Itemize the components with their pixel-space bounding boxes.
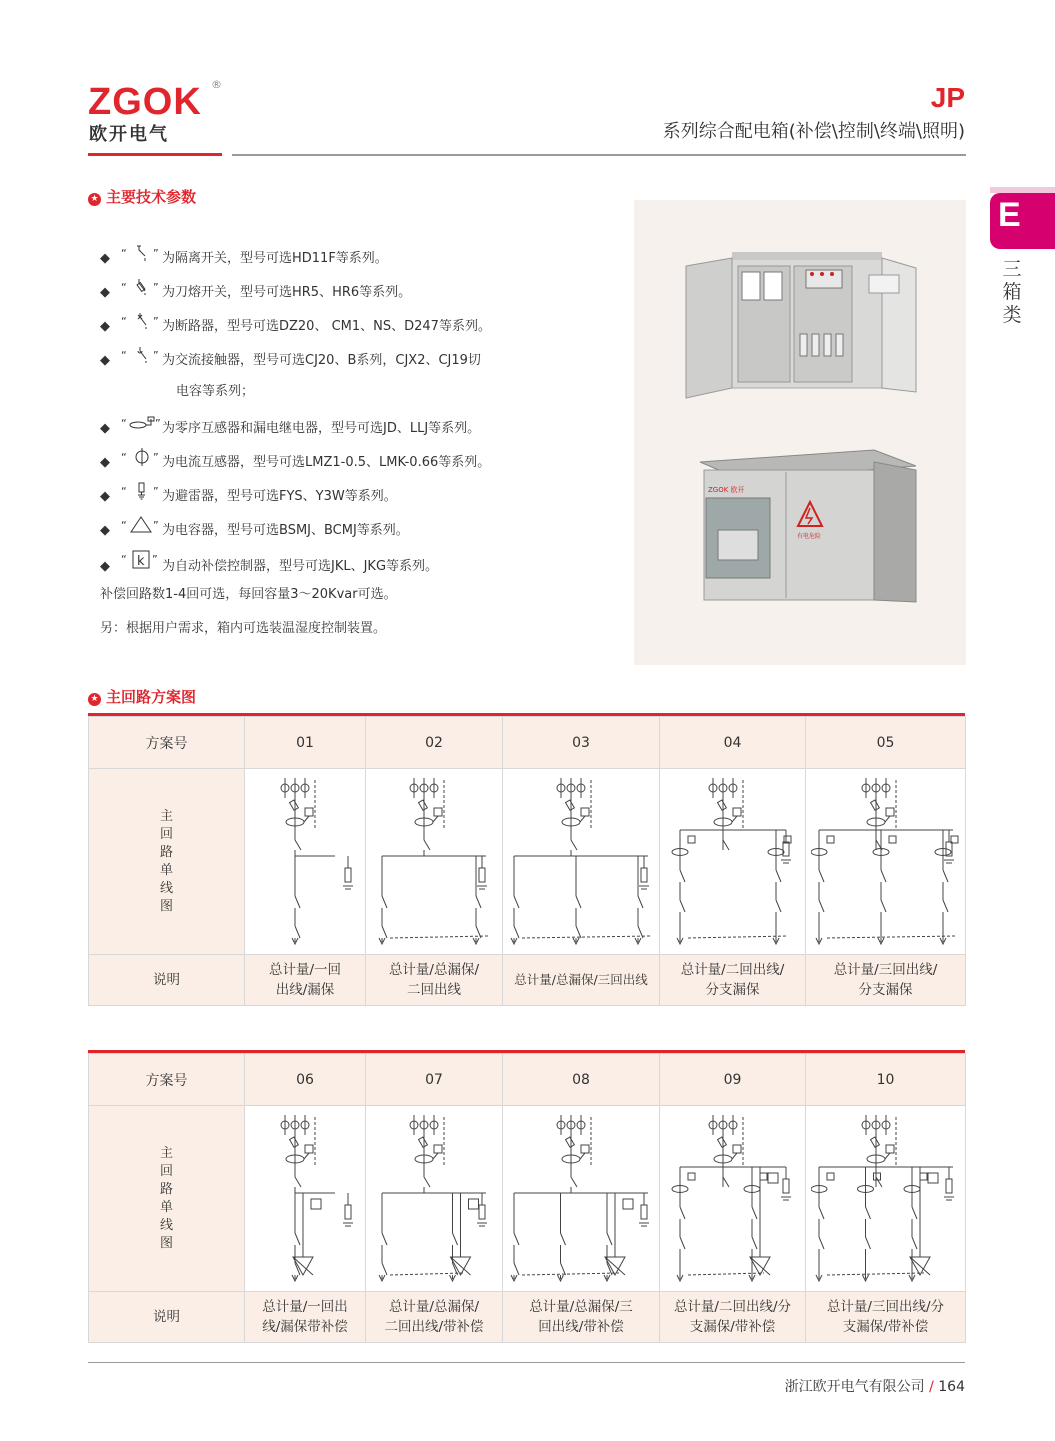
branch-relay (920, 1173, 927, 1180)
product-photos (634, 200, 966, 665)
single-line-diagram (660, 769, 806, 955)
circuit-diagram-02 (374, 770, 494, 950)
series-code: JP (930, 82, 965, 113)
description-label: 说明 (89, 1292, 245, 1343)
scheme-number: 03 (503, 717, 660, 769)
relay-symbol (733, 808, 741, 816)
footer (785, 1376, 965, 1396)
current-transformer-symbol-icon (120, 448, 162, 470)
branch-switch (680, 900, 685, 912)
table-header-row (89, 717, 966, 769)
page-title: 系列综合配电箱(补偿\控制\终端\照明) (662, 121, 965, 142)
arrester-symbol (479, 1205, 485, 1219)
svg-text:“: “ (121, 247, 127, 260)
leakage-line (827, 1273, 924, 1275)
section-heading-tech (88, 186, 196, 207)
fuse-switch-symbol-icon (120, 278, 162, 300)
fuse-symbol (717, 800, 726, 810)
branch-breaker (295, 896, 300, 908)
diagram-label (89, 1106, 245, 1292)
branch-breaker (865, 1207, 870, 1219)
arrester-symbol (479, 868, 485, 882)
header-rule-accent (88, 153, 222, 156)
switch-blade (723, 1177, 729, 1187)
switch-blade (295, 840, 301, 850)
branch-breaker (881, 870, 886, 882)
branch-breaker (382, 1233, 387, 1245)
spec-item (100, 244, 388, 266)
leakage-line (688, 1273, 764, 1275)
description-line: 总计量/二回出线/分 (673, 1299, 792, 1315)
relay-link (304, 1153, 309, 1159)
svg-text:“: “ (121, 553, 127, 566)
spec-text: 为电容器，型号可选BSMJ、BCMJ等系列。 (162, 523, 409, 538)
circuit-diagram-07 (374, 1107, 494, 1287)
leakage-line (522, 936, 650, 938)
description-line: 总计量/一回出 (262, 1299, 348, 1315)
fuse-symbol (290, 1137, 299, 1147)
svg-text:”: ” (155, 417, 161, 430)
scheme-number: 08 (503, 1054, 660, 1106)
description-line: 总计量/二回出线/ (680, 962, 785, 978)
section-heading-text: 主要技术参数 (106, 188, 197, 206)
circuit-diagram-04 (668, 770, 798, 950)
description-cell (660, 1292, 806, 1343)
header-rule (232, 154, 966, 156)
description-cell (245, 1292, 366, 1343)
branch-switch (865, 1237, 870, 1249)
branch-breaker (912, 1207, 917, 1219)
controller-box (623, 1199, 633, 1209)
spec-text: 为电流互感器，型号可选LMZ1-0.5、LMK-0.66等系列。 (162, 455, 491, 470)
bullet-icon: ◆ (100, 489, 110, 504)
fuse-symbol (717, 1137, 726, 1147)
single-line-diagram (503, 1106, 660, 1292)
branch-breaker (776, 870, 781, 882)
relay-link (433, 1153, 438, 1159)
relay-symbol (305, 808, 313, 816)
description-line: 总计量/总漏保/ (388, 1299, 480, 1315)
footer-company: 浙江欧开电气有限公司 (784, 1379, 925, 1395)
contactor-symbol-icon (120, 346, 162, 368)
fuse-symbol (419, 1137, 428, 1147)
fuse-symbol (870, 1137, 879, 1147)
fuse-symbol (419, 800, 428, 810)
fuse-symbol (566, 1137, 575, 1147)
branch-breaker (382, 896, 387, 908)
description-line: 二回出线/带补偿 (384, 1319, 484, 1335)
branch-breaker (561, 1233, 566, 1245)
svg-text:”: ” (153, 315, 159, 328)
section-heading-text: 主回路方案图 (106, 688, 197, 706)
note-options: 另：根据用户需求，箱内可选装温湿度控制装置。 (100, 621, 387, 636)
switch-blade (571, 1177, 577, 1187)
branch-breaker (576, 896, 581, 908)
scheme-label: 方案号 (89, 717, 245, 769)
branch-switch (912, 1237, 917, 1249)
description-line: 线/漏保带补偿 (262, 1319, 348, 1335)
svg-text:”: ” (153, 247, 159, 260)
isolating-switch-symbol-icon (120, 244, 162, 266)
relay-link (732, 1153, 737, 1159)
description-row (89, 955, 966, 1006)
spec-item (100, 516, 409, 538)
leakage-line (688, 936, 788, 938)
branch-switch (561, 1263, 566, 1275)
diagram-row (89, 769, 966, 955)
branch-breaker (295, 1233, 300, 1245)
relay-symbol (434, 808, 442, 816)
branch-breaker (514, 1233, 519, 1245)
switch-blade (723, 840, 729, 850)
danger-sign-text: 有电危险 (797, 533, 822, 540)
description-cell (806, 1292, 966, 1343)
relay-link (885, 816, 890, 822)
circuit-diagram-01 (250, 770, 360, 950)
branch-switch (943, 900, 948, 912)
single-line-diagram (806, 1106, 966, 1292)
registered-mark: ® (211, 78, 222, 91)
spec-text: 为交流接触器，型号可选CJ20、B系列，CJX2、CJ19切 (162, 353, 481, 368)
scheme-number: 01 (245, 717, 366, 769)
scheme-number: 05 (806, 717, 966, 769)
controller-box (311, 1199, 321, 1209)
description-cell (245, 955, 366, 1006)
spec-text: 为断路器，型号可选DZ20、 CM1、NS、D247等系列。 (162, 319, 491, 334)
section-heading-circuit (88, 686, 196, 707)
scheme-number: 07 (366, 1054, 503, 1106)
branch-breaker (943, 870, 948, 882)
bullet-icon: ◆ (100, 559, 110, 574)
controller-k-label: k (137, 554, 145, 569)
fuse-symbol (870, 800, 879, 810)
branch-relay (889, 836, 896, 843)
description-line: 总计量/三回出线/ (833, 962, 938, 978)
svg-text:”: ” (153, 485, 159, 498)
bullet-icon: ◆ (100, 421, 110, 436)
svg-text:“: “ (121, 519, 127, 532)
branch-switch (382, 926, 387, 938)
arrester-symbol (783, 1179, 789, 1193)
branch-breaker (819, 1207, 824, 1219)
branch-relay (688, 1173, 695, 1180)
diagram-row (89, 1106, 966, 1292)
spec-text: 为避雷器，型号可选FYS、Y3W等系列。 (162, 489, 397, 504)
svg-text:”: ” (153, 349, 159, 362)
description-cell (503, 955, 660, 1006)
arrester-symbol (641, 868, 647, 882)
brand-logo: ZGOK (88, 81, 202, 123)
relay-symbol (733, 1145, 741, 1153)
leakage-line (522, 1273, 619, 1275)
controller-box (469, 1199, 479, 1209)
svg-text:“: “ (121, 315, 127, 328)
description-line: 总计量/三回出线/分 (826, 1299, 945, 1315)
scheme-number: 09 (660, 1054, 806, 1106)
spec-item (100, 312, 491, 334)
switch-blade (424, 840, 430, 850)
scheme-number: 04 (660, 717, 806, 769)
table-header-row (89, 1054, 966, 1106)
relay-symbol (886, 808, 894, 816)
diagram-label (89, 769, 245, 955)
circuit-diagram-10 (811, 1107, 961, 1287)
relay-link (580, 1153, 585, 1159)
branch-switch (295, 926, 300, 938)
side-tab-label: 三箱类 (1002, 258, 1022, 326)
svg-text:”: ” (152, 553, 158, 566)
description-cell (366, 1292, 503, 1343)
branch-breaker (453, 1233, 458, 1245)
footer-rule (88, 1362, 965, 1363)
circuit-diagram-03 (506, 770, 656, 950)
branch-breaker (607, 1233, 612, 1245)
description-line: 回出线/带补偿 (538, 1319, 624, 1335)
description-line: 支漏保/带补偿 (842, 1319, 929, 1335)
svg-text:“: “ (121, 349, 127, 362)
description-line: 分支漏保 (858, 982, 913, 998)
branch-breaker (680, 1207, 685, 1219)
description-line: 二回出线 (407, 982, 461, 998)
bullet-icon: ◆ (100, 319, 110, 334)
description-line: 总计量/总漏保/三 (529, 1299, 633, 1315)
arrester-symbol (345, 868, 351, 882)
product-photo-panel (634, 200, 966, 665)
description-label: 说明 (89, 955, 245, 1006)
relay-symbol (305, 1145, 313, 1153)
svg-text:“: “ (121, 417, 127, 430)
branch-switch (819, 1237, 824, 1249)
scheme-label: 方案号 (89, 1054, 245, 1106)
spec-text: 为自动补偿控制器，型号可选JKL、JKG等系列。 (162, 559, 439, 574)
spec-item (100, 448, 490, 470)
open-cabinet-photo (686, 252, 916, 398)
spec-text: 为零序互感器和漏电继电器，型号可选JD、LLJ等系列。 (162, 421, 481, 436)
scheme-number: 02 (366, 717, 503, 769)
arrester-symbol-icon (120, 482, 162, 504)
svg-text:”: ” (153, 281, 159, 294)
branch-breaker (680, 870, 685, 882)
branch-relay (760, 1173, 767, 1180)
circuit-diagram-06 (250, 1107, 360, 1287)
svg-text:“: “ (121, 281, 127, 294)
note-circuits: 补偿回路数1-4回可选，每回容量3～20Kvar可选。 (100, 587, 397, 602)
breaker-symbol-icon (120, 312, 162, 334)
scheme-number: 06 (245, 1054, 366, 1106)
relay-link (304, 816, 309, 822)
bullet-icon: ◆ (100, 455, 110, 470)
description-line: 总计量/总漏保/三回出线 (514, 972, 648, 987)
single-line-diagram (503, 769, 660, 955)
bullet-icon: ◆ (100, 353, 110, 368)
capacitor-bank (910, 1257, 930, 1275)
single-line-diagram (660, 1106, 806, 1292)
controller-symbol-icon (120, 550, 162, 574)
capacitor-bank (750, 1257, 770, 1275)
spec-text: 为隔离开关，型号可选HD11F等系列。 (162, 251, 388, 266)
side-tab-letter: E (998, 196, 1021, 234)
relay-symbol (434, 1145, 442, 1153)
scheme-table-1 (88, 716, 966, 1006)
branch-switch (514, 1263, 519, 1275)
branch-switch (576, 926, 581, 938)
switch-blade (424, 1177, 430, 1187)
single-line-diagram (366, 769, 503, 955)
fuse-symbol (566, 800, 575, 810)
star-icon: ★ (88, 193, 101, 206)
spec-continuation: 电容等系列； (176, 384, 255, 399)
branch-switch (752, 1237, 757, 1249)
spec-text: 为刀熔开关，型号可选HR5、HR6等系列。 (162, 285, 412, 300)
arrester-symbol (783, 842, 789, 856)
svg-text:“: “ (121, 485, 127, 498)
circuit-diagram-09 (668, 1107, 798, 1287)
description-cell (806, 955, 966, 1006)
star-icon: ★ (88, 693, 101, 706)
diagram-label-text: 主回路单线图 (159, 808, 173, 914)
single-line-diagram (806, 769, 966, 955)
description-cell (660, 955, 806, 1006)
single-line-diagram (245, 769, 366, 955)
footer-separator: / (929, 1379, 934, 1395)
description-cell (366, 955, 503, 1006)
circuit-diagram-05 (811, 770, 961, 950)
spec-item (100, 414, 480, 436)
spec-item (100, 482, 397, 504)
branch-breaker (514, 896, 519, 908)
cabinet-brand-mark: ZGOK 欧开 (708, 486, 745, 494)
capacitor-symbol-icon (120, 516, 162, 538)
scheme-table-2 (88, 1053, 966, 1343)
branch-switch (819, 900, 824, 912)
description-line: 分支漏保 (705, 982, 760, 998)
branch-breaker (819, 870, 824, 882)
relay-symbol (581, 1145, 589, 1153)
zero-sequence-ct-symbol-icon (120, 414, 162, 436)
scheme-number: 10 (806, 1054, 966, 1106)
controller-box (768, 1173, 778, 1183)
branch-breaker (476, 896, 481, 908)
leakage-line (390, 936, 488, 938)
branch-switch (680, 1237, 685, 1249)
relay-link (433, 816, 438, 822)
bullet-icon: ◆ (100, 285, 110, 300)
branch-breaker (752, 1207, 757, 1219)
single-line-diagram (245, 1106, 366, 1292)
switch-blade (295, 1177, 301, 1187)
page-number: 164 (938, 1379, 965, 1395)
fuse-symbol (290, 800, 299, 810)
description-cell (503, 1292, 660, 1343)
branch-switch (514, 926, 519, 938)
circuit-diagram-08 (506, 1107, 656, 1287)
arrester-symbol (641, 1205, 647, 1219)
relay-symbol (581, 808, 589, 816)
branch-relay (688, 836, 695, 843)
description-row (89, 1292, 966, 1343)
controller-box (928, 1173, 938, 1183)
relay-link (580, 816, 585, 822)
relay-link (732, 816, 737, 822)
branch-switch (776, 900, 781, 912)
single-line-diagram (366, 1106, 503, 1292)
relay-link (885, 1153, 890, 1159)
spec-item (100, 278, 411, 300)
svg-text:”: ” (153, 451, 159, 464)
svg-text:“: “ (121, 451, 127, 464)
closed-cabinet-photo (700, 450, 916, 602)
diagram-label-text: 主回路单线图 (159, 1145, 173, 1251)
description-line: 支漏保/带补偿 (689, 1319, 776, 1335)
arrester-symbol (946, 1179, 952, 1193)
spec-item (100, 550, 438, 574)
description-line: 总计量/一回 (268, 962, 342, 978)
branch-switch (881, 900, 886, 912)
description-line: 总计量/总漏保/ (388, 962, 480, 978)
arrester-symbol (345, 1205, 351, 1219)
switch-blade (876, 1177, 882, 1187)
leakage-line (390, 1273, 465, 1275)
leakage-line (827, 936, 955, 938)
branch-switch (382, 1263, 387, 1275)
svg-text:”: ” (153, 519, 159, 532)
switch-blade (571, 840, 577, 850)
branch-breaker (638, 896, 643, 908)
spec-item (100, 346, 481, 368)
brand-name: 欧开电气 (89, 124, 169, 145)
branch-relay (827, 1173, 834, 1180)
bullet-icon: ◆ (100, 251, 110, 266)
description-line: 出线/漏保 (275, 982, 335, 998)
relay-symbol (886, 1145, 894, 1153)
branch-relay (827, 836, 834, 843)
bullet-icon: ◆ (100, 523, 110, 538)
